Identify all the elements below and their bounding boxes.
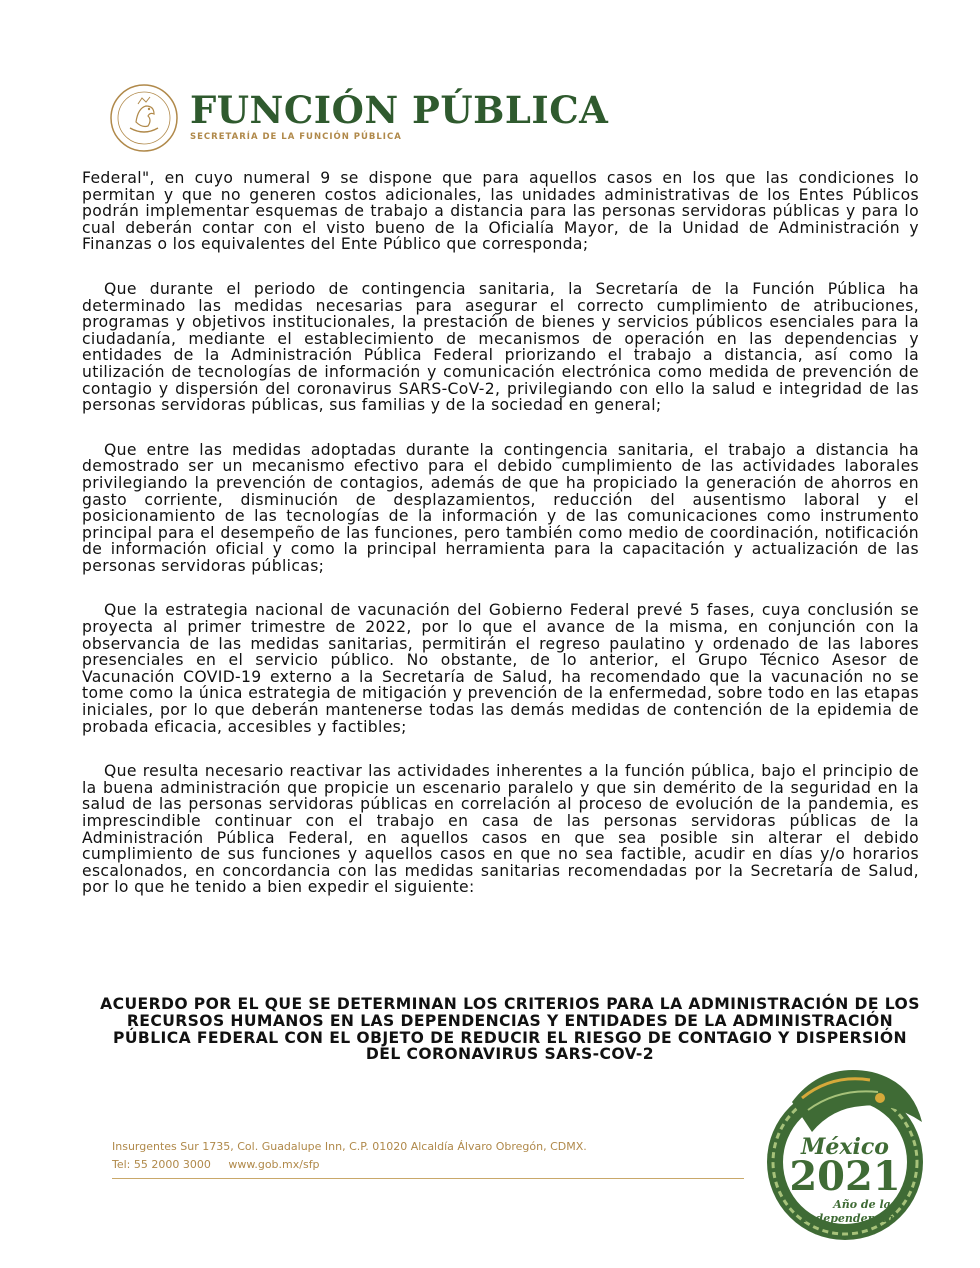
paragraph-1: Federal", en cuyo numeral 9 se dispone que para aquellos casos en los que las condiciones lo permitan y que no generen costos adicionales, las unidades administrativas de los Entes Públicos podrán implementar esquemas de trabajo a distancia para las personas servidoras públicas y para lo cual deberán contar con el visto bueno de la Oficialía Mayor, de la Unidad de Administración y Finanzas o los equivalentes del Ente Público que corresponda; [82,169,919,254]
footer [112,1138,587,1174]
paragraph-2: Que durante el periodo de contingencia sanitaria, la Secretaría de la Función Pública ha determinado las medidas necesarias para asegurar el correcto cumplimiento de atribuciones, programas y objetivos institucionales, la prestación de bienes y servicios públicos esenciales para la ciudadanía, mediante el establecimiento de mecanismos de operación en las dependencias y entidades de la Administración Pública Federal priorizando el trabajo a distancia, así como la utilización de tecnologías de información y comunicación electrónica como medida de prevención de contagio y dispersión del coronavirus SARS-CoV-2, privilegiando con ello la salud e integridad de las personas servidoras públicas, sus familias y de la sociedad en general; [82,279,919,415]
brand-subtitle: SECRETARÍA DE LA FUNCIÓN PÚBLICA [190,132,402,142]
coat-of-arms-seal-icon [108,82,180,154]
badge-word: México [801,1134,889,1160]
badge-line1: Año de la [833,1198,891,1211]
footer-address: Insurgentes Sur 1735, Col. Guadalupe Inn, C.P. 01020 Alcaldía Álvaro Obregón, CDMX. [112,1140,587,1153]
paragraph-4: Que la estrategia nacional de vacunación del Gobierno Federal prevé 5 fases, cuya conclusión se proyecta al primer trimestre de 2022, por lo que el avance de la misma, en conjunción con la observancia de las medidas sanitarias, permitirán el regreso paulatino y ordenado de las labores presenciales en el servicio público. No obstante, de lo anterior, el Grupo Técnico Asesor de Vacunación COVID-19 externo a la Secretaría de Salud, ha recomendado que la vacunación no se tome como la única estrategia de mitigación y prevención de la enfermedad, sobre todo en las etapas iniciales, por lo que deberán mantenerse todas las demás medidas de contención de la epidemia de probada eficacia, accesibles y factibles; [82,601,919,736]
badge-year: 2021 [789,1153,901,1200]
footer-website: www.gob.mx/sfp [228,1158,320,1171]
footer-divider [112,1178,744,1179]
brand-title: FUNCIÓN PÚBLICA [190,88,609,132]
mexico-2021-independence-badge-icon [762,1062,928,1244]
paragraph-5: Que resulta necesario reactivar las actividades inherentes a la función pública, bajo el principio de la buena administración que propicie un escenario paralelo y que sin demérito de la seguridad en la salud de las personas servidoras públicas en correlación al proceso de evolución de la pandemia, es imprescindible continuar con el trabajo en casa de las personas servidoras públicas de la Administración Pública Federal, en aquellos casos en que sea posible sin alterar el debido cumplimiento de sus funciones y aquellos casos en que no sea factible, acudir en días y/o horarios escalonados, en concordancia con las medidas sanitarias recomendadas por la Secretaría de Salud, por lo que he tenido a bien expedir el siguiente: [82,762,919,897]
paragraph-3: Que entre las medidas adoptadas durante la contingencia sanitaria, el trabajo a distancia ha demostrado ser un mecanismo efectivo para el debido cumplimiento de las actividades laborales privilegiando la prevención de contagios, además de que ha propiciado la generación de ahorros en gasto corriente, disminución de desplazamientos, reducción del ausentismo laboral y el posicionamiento de las tecnologías de la información y de las comunicaciones como instrumento principal para el desempeño de las funciones, pero también como medio de coordinación, notificación de información oficial y como la principal herramienta para la capacitación y actualización de las personas servidoras públicas; [82,440,919,575]
footer-phone: Tel: 55 2000 3000 [112,1158,211,1171]
acuerdo-title: ACUERDO POR EL QUE SE DETERMINAN LOS CRITERIOS PARA LA ADMINISTRACIÓN DE LOS RECURSOS HUMANOS EN LAS DEPENDENCIAS Y ENTIDADES DE LA ADMINISTRACIÓN PÚBLICA FEDERAL CON EL OBJETO DE REDUCIR EL RIESGO DE CONTAGIO Y DISPERSIÓN DEL CORONAVIRUS SARS-COV-2 [100,995,920,1064]
letterhead [108,82,628,160]
document-body [82,170,919,924]
footer-contact [112,1156,587,1174]
badge-line2: Independencia [802,1212,894,1225]
